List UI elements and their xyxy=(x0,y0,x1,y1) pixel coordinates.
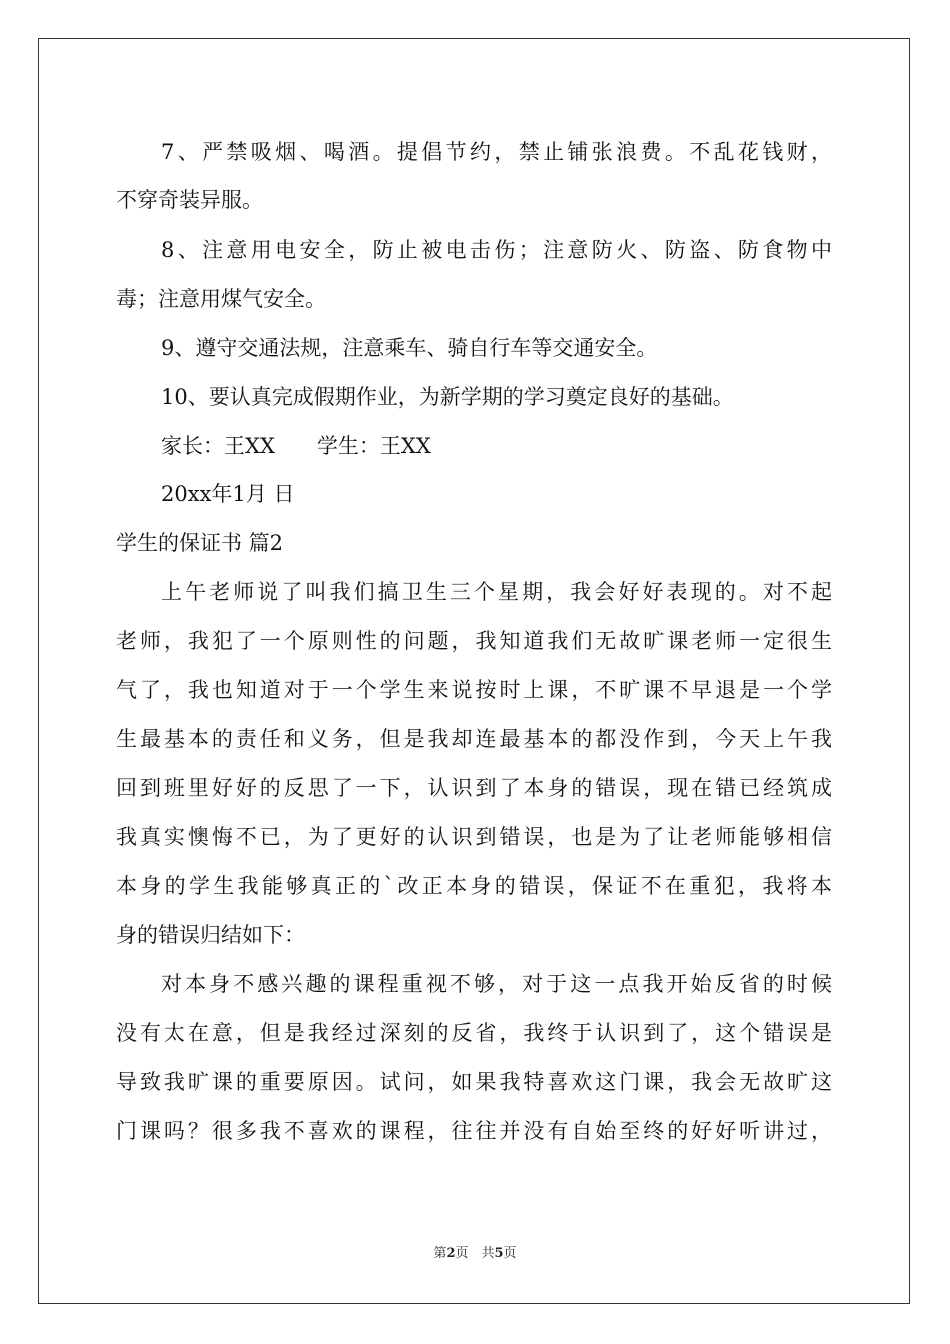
text-line: 我真实懊悔不已，为了更好的认识到错误，也是为了让老师能够相信 xyxy=(116,825,832,849)
current-page-number: 2 xyxy=(446,1246,456,1261)
footer-middle: 页 共 xyxy=(455,1246,495,1261)
text-line: 回到班里好好的反思了一下，认识到了本身的错误，现在错已经筑成 xyxy=(116,776,832,800)
page-footer xyxy=(0,1244,950,1264)
total-pages-number: 5 xyxy=(494,1246,504,1261)
text-line: 9、遵守交通法规，注意乘车、骑自行车等交通安全。 xyxy=(161,336,658,360)
text-line: 10、要认真完成假期作业，为新学期的学习奠定良好的基础。 xyxy=(161,385,734,409)
text-line: 生最基本的责任和义务，但是我却连最基本的都没作到，今天上午我 xyxy=(116,727,832,751)
text-line: 8、注意用电安全，防止被电击伤；注意防火、防盗、防食物中 xyxy=(161,238,832,262)
signature-line: 家长：王XX 学生：王XX xyxy=(161,434,431,458)
text-line: 毒；注意用煤气安全。 xyxy=(116,287,326,311)
text-line: 气了，我也知道对于一个学生来说按时上课，不旷课不早退是一个学 xyxy=(116,678,832,702)
footer-suffix: 页 xyxy=(503,1246,517,1261)
text-line: 上午老师说了叫我们搞卫生三个星期，我会好好表现的。对不起 xyxy=(161,580,832,604)
text-line: 老师，我犯了一个原则性的问题，我知道我们无故旷课老师一定很生 xyxy=(116,629,832,653)
text-line: 身的错误归结如下： xyxy=(116,923,305,947)
footer-prefix: 第 xyxy=(433,1246,447,1261)
section-heading: 学生的保证书 篇2 xyxy=(116,531,284,555)
text-line: 没有太在意，但是我经过深刻的反省，我终于认识到了，这个错误是 xyxy=(116,1021,832,1045)
text-line: 对本身不感兴趣的课程重视不够，对于这一点我开始反省的时候 xyxy=(161,972,832,996)
text-line: 导致我旷课的重要原因。试问，如果我特喜欢这门课，我会无故旷这 xyxy=(116,1070,832,1094)
text-line: 门课吗？很多我不喜欢的课程，往往并没有自始至终的好好听讲过， xyxy=(116,1119,832,1143)
text-line: 7、严禁吸烟、喝酒。提倡节约，禁止铺张浪费。不乱花钱财， xyxy=(161,140,832,164)
text-line: 本身的学生我能够真正的`改正本身的错误，保证不在重犯，我将本 xyxy=(116,874,832,898)
date-line: 20xx年1月 日 xyxy=(161,482,295,506)
text-line: 不穿奇装异服。 xyxy=(116,188,263,212)
